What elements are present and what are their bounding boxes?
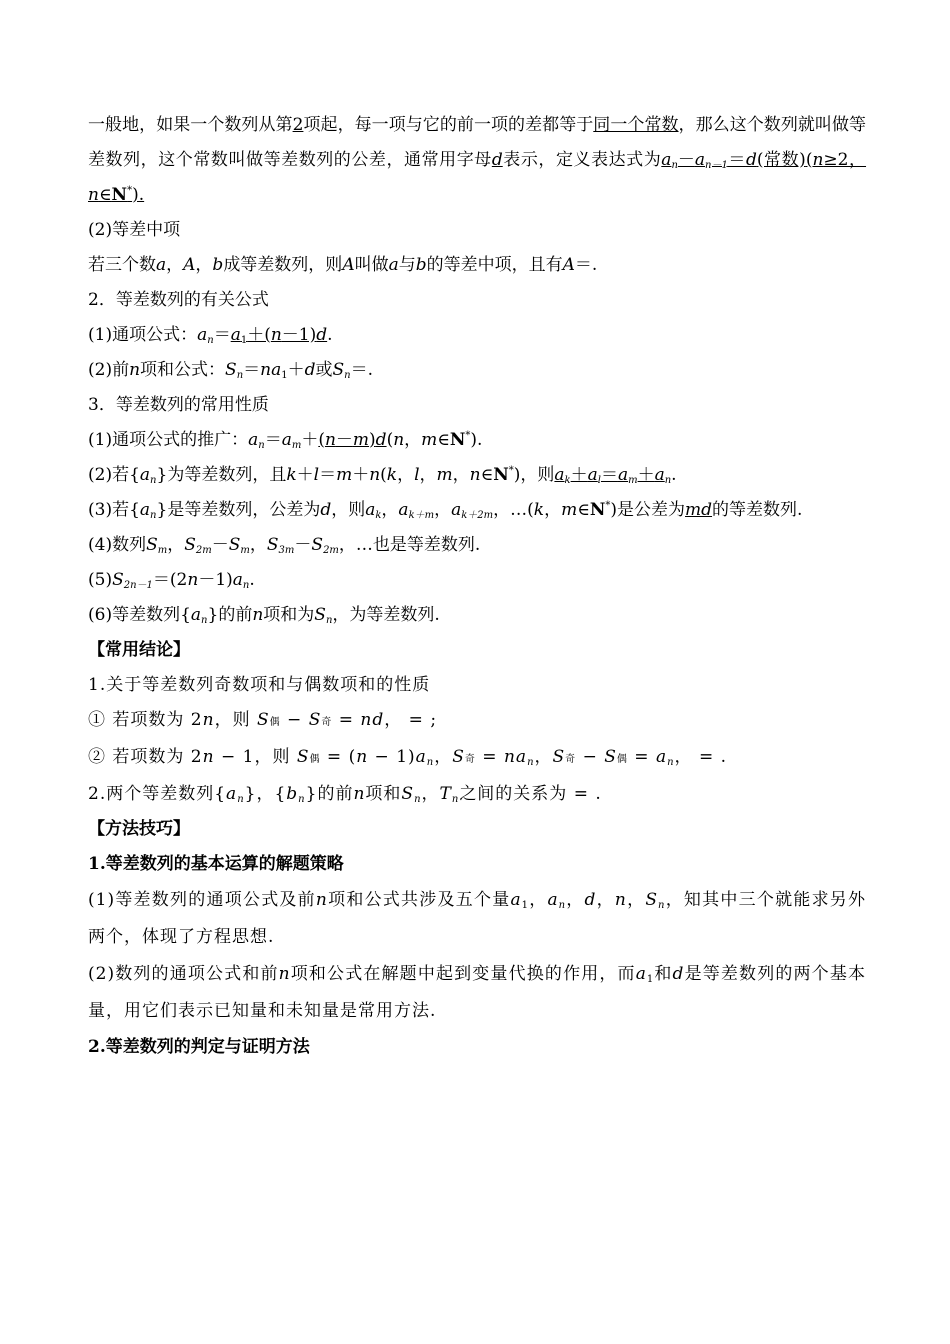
conclusion-1a: ① 若项数为 2n，则 S偶 − S奇 = nd， = ; [88,710,438,730]
property-3: (3)若$\{a_n\}$是等差数列，公差为d，则$a_k$，$a_{k+m}$，$a_{k+2m}$，…(k，m∈N*)是公差为md的等差数列. [88,500,803,521]
property-4: (4)数列$S_m$，$S_{2m}-S_m$，$S_{3m}-S_{2m}$，…也是等差数列. [88,535,481,556]
heading-formulas: 2．等差数列的有关公式 [88,290,269,310]
formula-sum: (2)前n项和公式：$S_n=na_1+d$或$S_n=$. [88,360,374,381]
property-2: (2)若$\{a_n\}$为等差数列，且k＋l＝m＋n(k，l，m，n∈N*)，则$a_k+a_l=a_m+a_n$. [88,465,677,486]
blank-same-constant: 同一个常数 [593,115,679,135]
heading-properties: 3．等差数列的常用性质 [88,395,269,415]
blank-general-term: $a_1+(n-1)d$ [230,325,328,346]
blank-generalization: (n－m)d [318,430,387,450]
property-5: $(5)S_{2n-1}=(2n-1)a_n$. [88,570,255,591]
property-1: (1)通项公式的推广：$a_n=a_m+(n-m)d(n$，m∈N*). [88,430,483,451]
section-title-mean: (2)等差中项 [88,220,181,240]
text: 一般地，如果一个数列从第 [88,115,293,135]
method-1b: (2)数列的通项公式和前n项和公式在解题中起到变量代换的作用，而$a_1$和d是等差数列的两个基本量，用它们表示已知量和未知量是常用方法. [88,964,866,1021]
paragraph-mean: 若三个数a，A，b成等差数列，则A叫做a与b的等差中项，且有A＝. [88,255,598,275]
conclusion-1: 1.关于等差数列奇数项和与偶数项和的性质 [88,675,431,695]
blank-2: 2 [292,115,304,135]
method-2-title: 2.等差数列的判定与证明方法 [88,1037,310,1057]
text: ，那么这个数列就叫做等差数列，这个常数叫做等差数列的公差，通常用字母 [88,115,867,170]
blank-definition-formula: $a_n-a_{n-1}=d$(常数)(n≥2，n∈N*). [88,150,867,205]
heading-common-conclusions: 【常用结论】 [88,640,190,660]
document-body [88,108,866,1065]
property-6: (6)等差数列$\{a_n\}$的前n项和为$S_n$，为等差数列. [88,605,440,626]
heading-methods: 【方法技巧】 [88,819,190,839]
blank-sum-property: $a_k+a_l=a_m+a_n$ [554,465,672,486]
paragraph-definition [88,108,866,213]
text: 项起，每一项与它的前一项的差都等于 [303,115,594,135]
conclusion-1b: ② 若项数为 2n − 1，则 S偶 = $(n - 1)a_n$，S奇 = $na_n$，S奇 − S偶 = $a_n$， = . [88,747,728,768]
blank-md: md [685,500,713,520]
method-1a: (1)等差数列的通项公式及前n项和公式共涉及五个量$a_1$，$a_n$，d，n，$S_n$，知其中三个就能求另外两个，体现了方程思想. [88,890,867,947]
conclusion-2: 2.两个等差数列$\{a_n\}$，$\{b_n\}$的前n项和$S_n$，$T_n$之间的关系为 = . [88,784,602,805]
text: 表示，定义表达式为 [502,150,662,170]
formula-general-term: (1)通项公式：$a_n=a_1+(n-1)d$. [88,325,333,346]
method-1-title: 1.等差数列的基本运算的解题策略 [88,854,344,874]
blank-d: d [491,150,503,170]
